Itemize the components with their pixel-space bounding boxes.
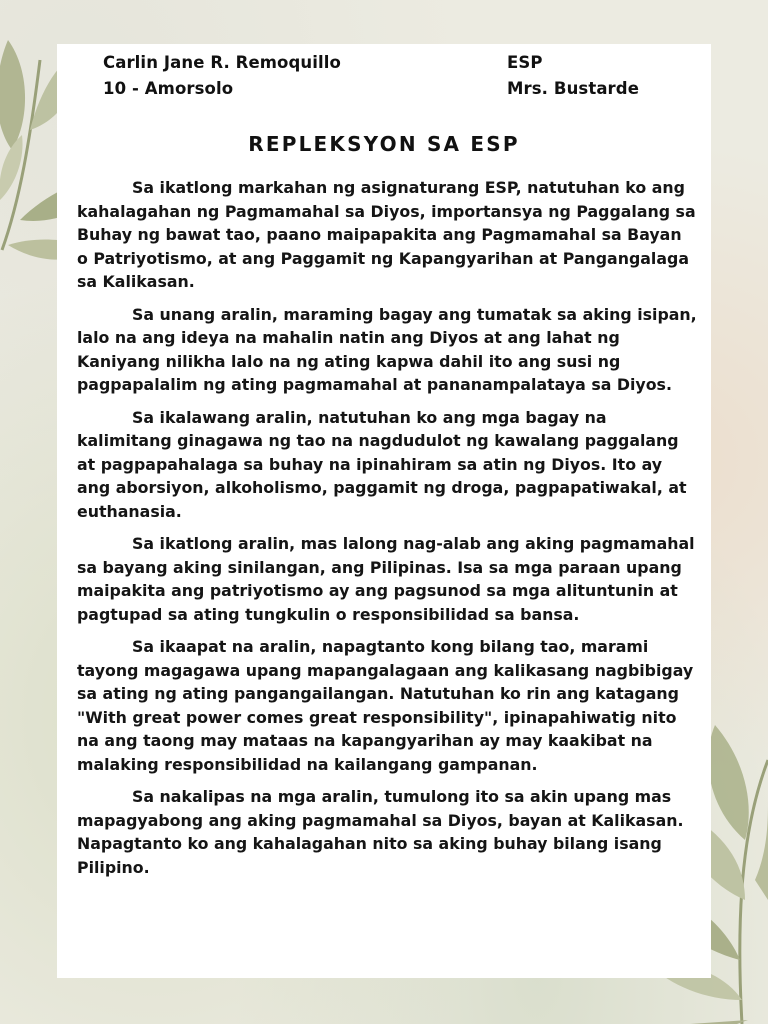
- teacher-name: Mrs. Bustarde: [507, 79, 639, 98]
- student-name: Carlin Jane R. Remoquillo: [103, 53, 341, 72]
- header-row-2: [103, 79, 673, 103]
- paragraph-intro: Sa ikatlong markahan ng asignaturang ESP, natutuhan ko ang kahalagahan ng Pagmamahal sa Diyos, importansya ng Paggalang sa Buhay ng bawat tao, paano maipapakita ang Pagmamahal sa Bayan o Patriyotismo, at ang Paggamit ng Kapangyarihan at Pangangalaga sa Kalikasan.: [77, 178, 696, 291]
- paragraph-lesson-4: Sa ikaapat na aralin, napagtanto kong bilang tao, marami tayong magagawa upang mapangalagaan ang kalikasang nagbibigay sa ating ng ating pangangailangan. Natutuhan ko rin ang katagang "With great power comes great responsibility", ipinapahiwatig nito na ang taong may mataas na kapangyarihan ay may kaakibat na malaking responsibilidad na kailangang gampanan.: [77, 637, 694, 774]
- paragraph-lesson-2: Sa ikalawang aralin, natutuhan ko ang mga bagay na kalimitang ginagawa ng tao na nagdudulot ng kawalang paggalang at pagpapahalaga sa buhay na ipinahiram sa atin ng Diyos. Ito ay ang aborsiyon, alkoholismo, paggamit ng droga, pagpapatiwakal, at euthanasia.: [77, 407, 687, 521]
- reflection-body: [77, 176, 697, 888]
- paragraph-conclusion: Sa nakalipas na mga aralin, tumulong ito sa akin upang mas mapagyabong ang aking pagmamahal sa Diyos, bayan at Kalikasan. Napagtanto ko ang kahalagahan nito sa aking buhay bilang isang Pilipino.: [77, 787, 684, 877]
- header-row-1: [103, 53, 673, 77]
- paragraph-lesson-1: Sa unang aralin, maraming bagay ang tumatak sa aking isipan, lalo na ang ideya na mahalin natin ang Diyos at ang lahat ng Kaniyang nilikha lalo na ng ating kapwa dahil ito ang susi ng pagpapalalim ng ating pagmamahal at pananampalataya sa Diyos.: [77, 304, 697, 394]
- page-title: REPLEKSYON SA ESP: [248, 132, 520, 156]
- subject-label: ESP: [507, 53, 543, 72]
- reflection-paper: [57, 44, 711, 978]
- paragraph-lesson-3: Sa ikatlong aralin, mas lalong nag-alab ang aking pagmamahal sa bayang aking sinilangan, ang Pilipinas. Isa sa mga paraan upang maipakita ang patriyotismo ay ang pagsunod sa mga alituntunin at pagtupad sa ating tungkulin o responsibilidad sa bansa.: [77, 534, 695, 624]
- section-label: 10 - Amorsolo: [103, 79, 234, 98]
